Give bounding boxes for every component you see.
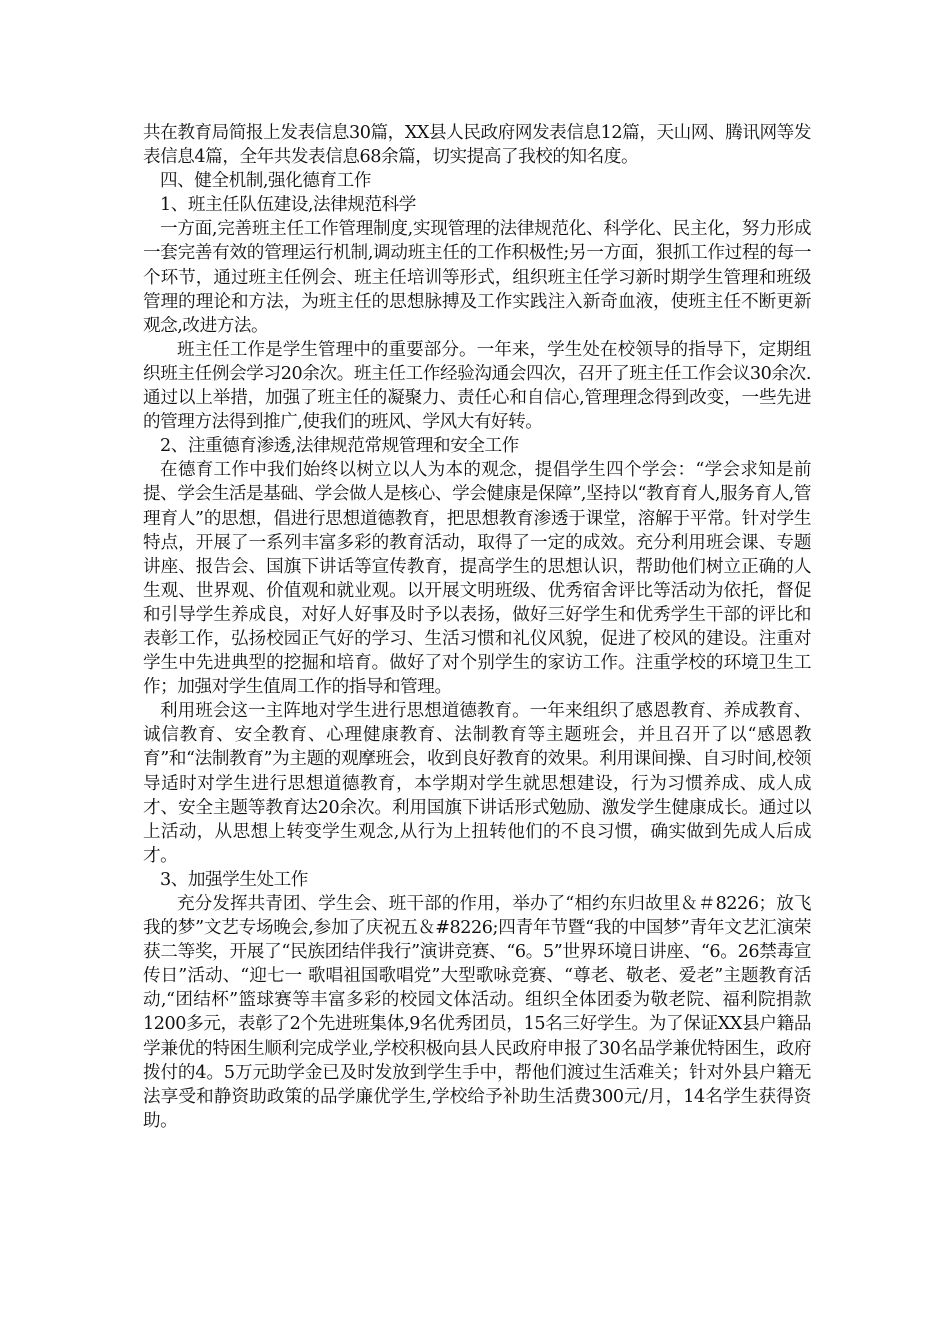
subheading-moral-infiltration: 2、注重德育渗透,法律规范常规管理和安全工作: [160, 436, 519, 457]
paragraph-moral-education-work: 在德育工作中我们始终以树立以人为本的观念，提倡学生四个学会：“学会求知是前提、学会生活是基础、学会做人是核心、学会健康是保障”,坚持以“教育育人,服务育人,管理育人”的思想，倡进行思想道德教育，把思想教育渗透于课堂，溶解于平常。针对学生特点，开展了一系列丰富多彩的教育活动，取得了一定的成效。充分利用班会课、专题讲座、报告会、国旗下讲话等宣传教育，提高学生的思想认识，帮助他们树立正确的人生观、世界观、价值观和就业观。以开展文明班级、优秀宿舍评比等活动为依托，督促和引导学生养成良，对好人好事及时予以表扬，做好三好学生和优秀学生干部的评比和表彰工作，弘扬校园正气好的学习、生活习惯和礼仪风貌，促进了校风的建设。注重对学生中先进典型的挖掘和培育。做好了对个别学生的家访工作。注重学校的环境卫生工作；加强对学生值周工作的指导和管理。: [143, 460, 811, 698]
paragraph-student-activities: 充分发挥共青团、学生会、班干部的作用，举办了“相约东归故里＆＃8226；放飞我的梦”文艺专场晚会,参加了庆祝五＆#8226;四青年节暨“我的中国梦”青年文艺汇演荣获二等奖，开展了“民族团结伴我行”演讲竞赛、“6。5”世界环境日讲座、“6。26禁毒宣传日”活动、“迎七一 歌唱祖国歌唱党”大型歌咏竞赛、“尊老、敬老、爱老”主题教育活动,“团结杯”篮球赛等丰富多彩的校园文体活动。组织全体团委为敬老院、福利院捐款1200多元，表彰了2个先进班集体,9名优秀团员，15名三好学生。为了保证XX县户籍品学兼优的特困生顺利完成学业,学校积极向县人民政府申报了30名品学兼优特困生，政府拨付的4。5万元助学金已及时发放到学生手中，帮他们渡过生活难关；针对外县户籍无法享受和静资助政策的品学廉优学生,学校给予补助生活费300元/月，14名学生获得资助。: [143, 894, 811, 1131]
subheading-head-teacher-team: 1、班主任队伍建设,法律规范科学: [160, 195, 416, 216]
document-body: [143, 121, 811, 1133]
subheading-student-office: 3、加强学生处工作: [160, 869, 308, 890]
paragraph-head-teacher-meetings: 班主任工作是学生管理中的重要部分。一年来，学生处在校领导的指导下，定期组织班主任例会学习20余次。班主任工作经验沟通会四次，召开了班主任工作会议30余次.通过以上举措，加强了班主任的凝聚力、责任心和自信心,管理理念得到改变，一些先进的管理方法得到推广,使我们的班风、学风大有好转。: [143, 339, 811, 433]
paragraph-head-teacher-system: 一方面,完善班主任工作管理制度,实现管理的法律规范化、科学化、民主化，努力形成一套完善有效的管理运行机制,调动班主任的工作积极性;另一方面，狠抓工作过程的每一个环节，通过班主任例会、班主任培训等形式，组织班主任学习新时期学生管理和班级管理的理论和方法，为班主任的思想脉搏及工作实践注入新奇血液，使班主任不断更新观念,改进方法。: [143, 219, 811, 336]
paragraph-publicity-summary: 共在教育局简报上发表信息30篇，XX县人民政府网发表信息12篇，天山网、腾讯网等发表信息4篇，全年共发表信息68余篇，切实提高了我校的知名度。: [143, 123, 811, 168]
paragraph-class-meetings: 利用班会这一主阵地对学生进行思想道德教育。一年来组织了感恩教育、养成教育、诚信教育、安全教育、心理健康教育、法制教育等主题班会，并且召开了以“感恩教育”和“法制教育”为主题的观摩班会，收到良好教育的效果。利用课间操、自习时间,校领导适时对学生进行思想道德教育，本学期对学生就思想建设，行为习惯养成、成人成才、安全主题等教育达20余次。利用国旗下讲话形式勉励、激发学生健康成长。通过以上活动，从思想上转变学生观念,从行为上扭转他们的不良习惯，确实做到先成人后成才。: [143, 701, 811, 866]
section-heading-moral-education: 四、健全机制,强化德育工作: [160, 171, 371, 192]
